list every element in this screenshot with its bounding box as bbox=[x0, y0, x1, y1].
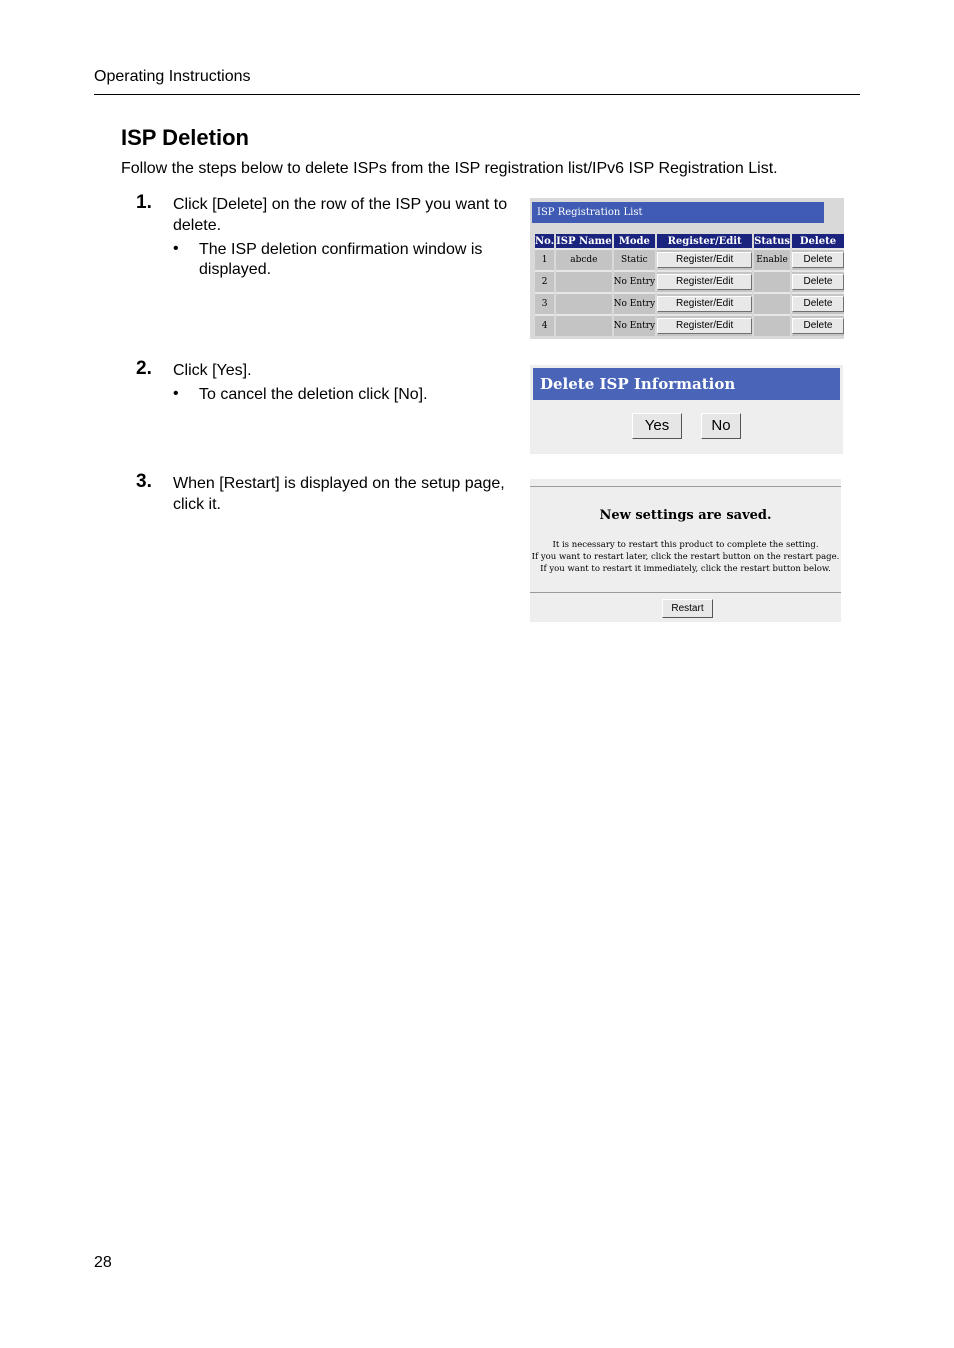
section-title: ISP Deletion bbox=[121, 125, 249, 150]
restart-button[interactable]: Restart bbox=[662, 599, 713, 618]
row-number: 1 bbox=[535, 248, 554, 270]
isp-list-title-bar: ISP Registration List bbox=[532, 202, 824, 223]
step-1-bullet bbox=[199, 240, 519, 280]
running-header: Operating Instructions bbox=[94, 68, 251, 85]
register-edit-button[interactable]: Register/Edit bbox=[657, 274, 752, 290]
table-row bbox=[535, 248, 844, 270]
panel-divider bbox=[530, 486, 841, 487]
delete-button[interactable]: Delete bbox=[792, 296, 844, 312]
register-edit-button[interactable]: Register/Edit bbox=[657, 318, 752, 334]
restart-note-line: It is necessary to restart this product to complete the setting. bbox=[552, 540, 819, 550]
restart-note-line: If you want to restart it immediately, click the restart button below. bbox=[540, 564, 831, 574]
step-1-bullet-line: displayed. bbox=[199, 261, 272, 278]
column-header: Delete bbox=[792, 234, 844, 248]
table-row bbox=[535, 292, 844, 314]
row-number: 3 bbox=[535, 292, 554, 314]
step-3-number: 3. bbox=[136, 471, 152, 492]
column-header: Register/Edit bbox=[657, 234, 752, 248]
bullet-icon: • bbox=[173, 240, 179, 257]
isp-registration-list-screenshot bbox=[530, 198, 844, 339]
table-header-row bbox=[535, 234, 844, 248]
page-number: 28 bbox=[94, 1254, 112, 1271]
section-intro: Follow the steps below to delete ISPs from the ISP registration list/IPv6 ISP Registration List. bbox=[121, 160, 778, 177]
isp-mode: No Entry bbox=[614, 292, 656, 314]
delete-button[interactable]: Delete bbox=[792, 274, 844, 290]
yes-button[interactable]: Yes bbox=[632, 413, 682, 439]
step-2-bullet: To cancel the deletion click [No]. bbox=[199, 386, 428, 403]
column-header: Status bbox=[754, 235, 790, 247]
step-3-line: When [Restart] is displayed on the setup page, bbox=[173, 475, 505, 492]
isp-status bbox=[754, 314, 790, 336]
register-edit-button[interactable]: Register/Edit bbox=[657, 296, 752, 312]
delete-isp-dialog-screenshot bbox=[530, 365, 843, 454]
column-header: Mode bbox=[614, 234, 656, 248]
restart-panel-screenshot bbox=[530, 479, 841, 622]
isp-mode: Static bbox=[614, 248, 656, 270]
step-1-line: delete. bbox=[173, 217, 222, 234]
restart-note-line: If you want to restart later, click the restart button on the restart page. bbox=[531, 552, 840, 562]
column-header: No. bbox=[535, 235, 555, 247]
step-1-line: Click [Delete] on the row of the ISP you want to bbox=[173, 196, 508, 213]
step-1-text bbox=[173, 194, 518, 236]
bullet-icon: • bbox=[173, 385, 179, 402]
isp-name: abcde bbox=[556, 248, 611, 270]
isp-name bbox=[556, 292, 611, 314]
isp-name bbox=[556, 314, 611, 336]
step-1-number: 1. bbox=[136, 192, 152, 213]
settings-saved-heading: New settings are saved. bbox=[599, 508, 772, 523]
panel-divider bbox=[530, 592, 841, 593]
table-row bbox=[535, 314, 844, 336]
isp-mode: No Entry bbox=[614, 314, 656, 336]
step-2-text: Click [Yes]. bbox=[173, 362, 252, 379]
step-3-line: click it. bbox=[173, 496, 221, 513]
isp-status: Enable bbox=[754, 248, 790, 270]
delete-button[interactable]: Delete bbox=[792, 318, 844, 334]
step-3-text bbox=[173, 473, 518, 515]
isp-status bbox=[754, 270, 790, 292]
table-row bbox=[535, 270, 844, 292]
row-number: 2 bbox=[535, 270, 554, 292]
step-2-number: 2. bbox=[136, 358, 152, 379]
column-header: ISP Name bbox=[556, 235, 612, 247]
register-edit-button[interactable]: Register/Edit bbox=[657, 252, 752, 268]
step-1-bullet-line: The ISP deletion confirmation window is bbox=[199, 241, 483, 258]
header-rule bbox=[94, 94, 860, 95]
delete-button[interactable]: Delete bbox=[792, 252, 844, 268]
row-number: 4 bbox=[535, 314, 554, 336]
delete-dialog-title-bar: Delete ISP Information bbox=[533, 368, 840, 400]
isp-name bbox=[556, 270, 611, 292]
isp-list-table bbox=[533, 234, 846, 336]
isp-status bbox=[754, 292, 790, 314]
no-button[interactable]: No bbox=[701, 413, 741, 439]
isp-mode: No Entry bbox=[614, 270, 656, 292]
